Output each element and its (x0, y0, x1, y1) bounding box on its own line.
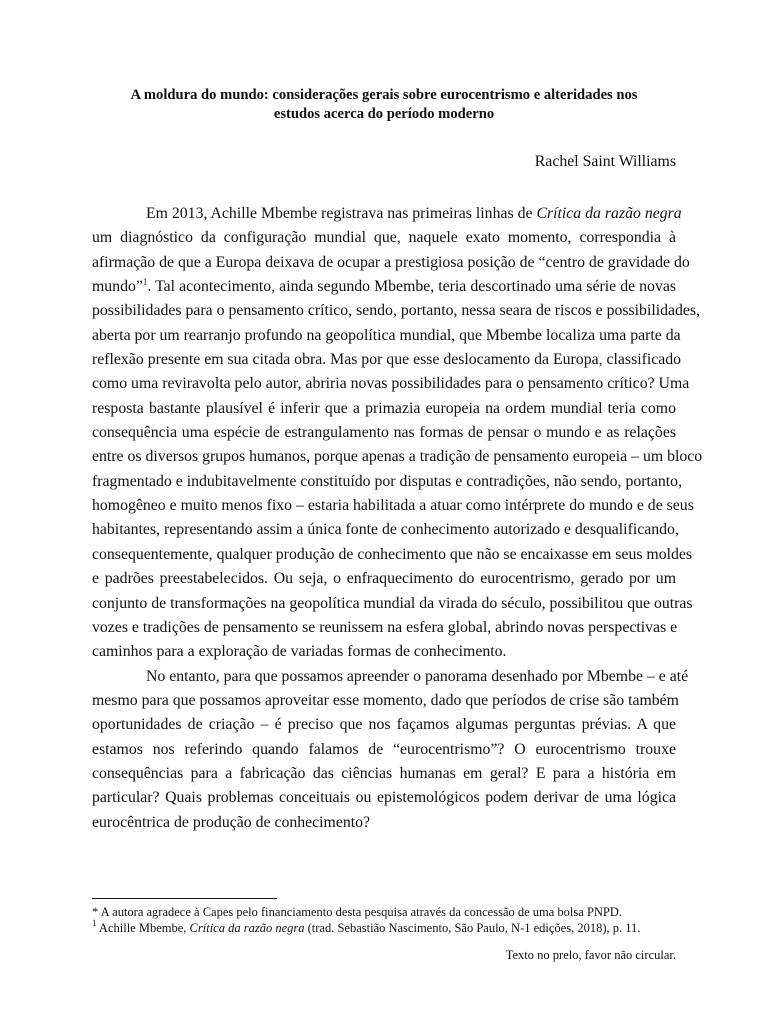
text-line: oportunidades de criação – é preciso que nos façamos algumas perguntas prévias. A que (92, 716, 676, 734)
text-line: reflexão presente em sua citada obra. Mas por que esse deslocamento da Europa, classificado (92, 351, 682, 369)
book-title: Crítica da razão negra (536, 205, 682, 222)
text-line: consequências para a fabricação das ciências humanas em geral? E para a história em (92, 764, 676, 782)
text-line: mundo”$^1$. Tal acontecimento, ainda segundo Mbembe, teria descortinado uma série de novas (92, 277, 676, 296)
text-line: particular? Quais problemas conceituais ou epistemológicos podem derivar de uma lógica (92, 789, 676, 807)
text-line: homogêneo e muito menos fixo – estaria habilitada a atuar como intérprete do mundo e de seus (92, 497, 694, 515)
body-text (92, 202, 703, 835)
text-line: possibilidades para o pensamento crítico, sendo, portanto, nessa seara de riscos e possibilidades, (92, 302, 701, 320)
text-line: mesmo para que possamos aproveitar esse momento, dado que períodos de crise são também (92, 691, 679, 709)
page-title (92, 86, 676, 124)
paragraph-2 (92, 665, 689, 835)
text-line: um diagnóstico da configuração mundial que, naquele exato momento, correspondia à (92, 229, 676, 247)
text-line: aberta por um rearranjo profundo na geopolítica mundial, que Mbembe localiza uma parte da (92, 326, 681, 344)
text-line: resposta bastante plausível é inferir que a primazia europeia na ordem mundial teria como (92, 399, 676, 417)
text-line: fragmentado e indubitavelmente constituído por disputas e contradições, não sendo, portanto, (92, 472, 683, 490)
title-line-1: A moldura do mundo: considerações gerais sobre eurocentrismo e alteridades nos (130, 87, 638, 103)
text-line: estamos nos referindo quando falamos de “eurocentrismo”? O eurocentrismo trouxe (92, 740, 676, 758)
paragraph-1 (92, 202, 703, 665)
text-line: e padrões preestabelecidos. Ou seja, o enfraquecimento do eurocentrismo, gerado por um (92, 570, 676, 588)
text-line: como uma reviravolta pelo autor, abriria novas possibilidades para o pensamento crítico? Uma (92, 375, 690, 393)
footnote-ref-1[interactable]: 1 (142, 277, 148, 288)
press-note: Texto no prelo, favor não circular. (505, 948, 676, 962)
text-line: entre os diversos grupos humanos, porque apenas a tradição de pensamento europeia – um bloco (92, 448, 703, 466)
author-name: Rachel Saint Williams (534, 153, 676, 170)
footnote-1: $^1$ Achille Mbembe, Crítica da razão negra (trad. Sebastião Nascimento, São Paulo, N-1 edições, 2018), p. 11. (92, 917, 641, 935)
text-line: consequentemente, qualquer produção de conhecimento que não se encaixasse em seus moldes (92, 545, 693, 563)
text-line: Em 2013, Achille Mbembe registrava nas primeiras linhas de Crítica da razão negra (146, 205, 682, 222)
text-line: vozes e tradições de pensamento se reunissem na esfera global, abrindo novas perspectivas e (92, 618, 678, 636)
footnote-mark: 1 (92, 917, 97, 928)
footnotes (92, 905, 692, 936)
footnote-star: * A autora agradece à Capes pelo financiamento desta pesquisa através da concessão de uma bolsa PNPD. (92, 905, 623, 919)
text-line: No entanto, para que possamos apreender o panorama desenhado por Mbembe – e até (146, 667, 689, 685)
text-line: habitantes, representando assim a única fonte de conhecimento autorizado e desqualificando, (92, 521, 679, 539)
text-line: consequência uma espécie de estrangulamento nas formas de pensar o mundo e as relações (92, 424, 676, 442)
text-line: conjunto de transformações na geopolítica mundial da virada do século, possibilitou que outras (92, 594, 693, 612)
text-line: afirmação de que a Europa deixava de ocupar a prestigiosa posição de “centro de gravidade do (92, 253, 690, 271)
footnote-separator (92, 898, 277, 899)
text-line: eurocêntrica de produção de conhecimento? (92, 813, 371, 831)
title-line-2: estudos acerca do período moderno (273, 106, 495, 122)
text-line: caminhos para a exploração de variadas formas de conhecimento. (92, 643, 507, 661)
book-title: Crítica da razão negra (189, 920, 305, 935)
